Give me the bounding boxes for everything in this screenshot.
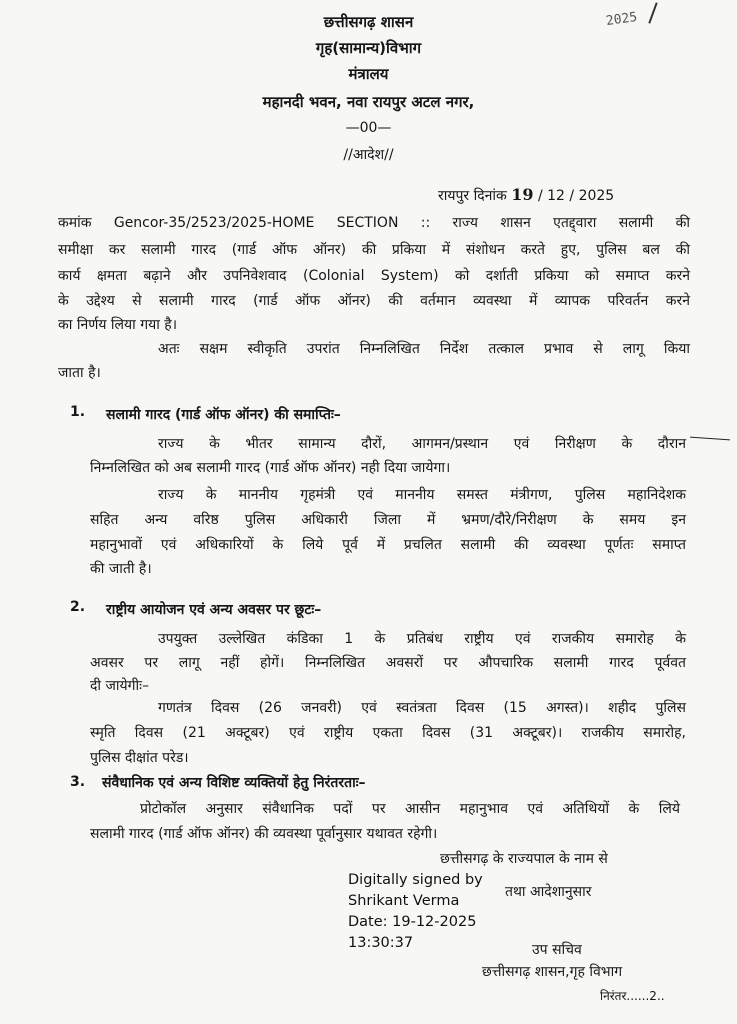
header-separator: —00— bbox=[345, 120, 392, 136]
date-line bbox=[438, 183, 614, 208]
section-2-p2-line-2: स्मृति दिवस (21 अक्टूबर) एवं राष्ट्रीय एकता दिवस (31 अक्टूबर)। राजकीय समारोह, bbox=[90, 725, 686, 741]
closing-governor-line: छत्तीसगढ़ के राज्यपाल के नाम से bbox=[440, 851, 608, 867]
closing-designation: उप सचिव bbox=[532, 942, 582, 958]
continued-marker: निरंतर......2.. bbox=[600, 989, 665, 1003]
section-1-p2-line-4: की जाती है। bbox=[90, 561, 152, 577]
intro-line-2: समीक्षा कर सलामी गारद (गार्ड ऑफ ऑनर) की प्रकिया में संशोधन करते हुए, पुलिस बल की bbox=[58, 242, 690, 258]
digital-signature-line-1: Digitally signed by bbox=[348, 872, 483, 888]
date-prefix: रायपुर दिनांक bbox=[438, 188, 507, 204]
section-1-number: 1. bbox=[70, 404, 86, 420]
section-2-p2-line-3: पुलिस दीक्षांत परेड। bbox=[90, 750, 189, 766]
digital-signature-date: Date: 19-12-2025 bbox=[348, 914, 477, 930]
header-ministry: मंत्रालय bbox=[348, 65, 389, 83]
digital-signature-name: Shrikant Verma bbox=[348, 893, 460, 909]
section-2-title: राष्ट्रीय आयोजन एवं अन्य अवसर पर छूटः– bbox=[106, 602, 322, 618]
date-rest: / 12 / 2025 bbox=[537, 188, 615, 204]
approval-line-1: अतः सक्षम स्वीकृति उपरांत निम्नलिखित निर्देश तत्काल प्रभाव से लागू किया bbox=[158, 341, 690, 357]
section-3-p1-line-1: प्रोटोकॉल अनुसार संवैधानिक पदों पर आसीन महानुभाव एवं अतिथियों के लिये bbox=[140, 801, 680, 817]
header-address: महानदी भवन, नवा रायपुर अटल नगर, bbox=[262, 93, 475, 111]
digital-signature-time: 13:30:37 bbox=[348, 935, 414, 951]
intro-line-5: का निर्णय लिया गया है। bbox=[58, 317, 178, 333]
intro-line-3: कार्य क्षमता बढ़ाने और उपनिवेशवाद (Colonial System) को दर्शाती प्रकिया को समाप्त करने bbox=[58, 268, 690, 284]
closing-order-line: तथा आदेशानुसार bbox=[505, 884, 592, 900]
section-3-number: 3. bbox=[70, 774, 86, 790]
section-2-p1-line-3: दी जायेगीः– bbox=[90, 678, 149, 694]
section-3-title: संवैधानिक एवं अन्य विशिष्ट व्यक्तियों हेतु निरंतरताः– bbox=[102, 775, 366, 791]
approval-line-2: जाता है। bbox=[58, 365, 101, 381]
pen-mark-line bbox=[690, 437, 730, 441]
date-day-handwritten: 19 bbox=[511, 185, 534, 204]
section-2-number: 2. bbox=[70, 599, 86, 615]
intro-line-4: के उद्देश्य से सलामी गारद (गार्ड ऑफ ऑनर) की वर्तमान व्यवस्था में व्यापक परिवर्तन करने bbox=[58, 293, 690, 309]
order-title: //आदेश// bbox=[343, 147, 394, 163]
section-1-p1-line-1: राज्य के भीतर सामान्य दौरों, आगमन/प्रस्थान एवं निरीक्षण के दौरान bbox=[158, 436, 686, 452]
section-1-title: सलामी गारद (गार्ड ऑफ ऑनर) की समाप्तिः– bbox=[106, 407, 341, 423]
digital-signature-block bbox=[348, 870, 483, 954]
section-2-p1-line-2: अवसर पर लागू नहीं होगें। निम्नलिखित अवसरों पर औपचारिक सलामी गारद पूर्ववत bbox=[90, 655, 686, 671]
intro-line-1: कमांक Gencor-35/2523/2025-HOME SECTION :: राज्य शासन एतद्द्वारा सलामी की bbox=[58, 215, 690, 231]
closing-department: छत्तीसगढ़ शासन,गृह विभाग bbox=[482, 964, 623, 980]
corner-stamp: 2025 bbox=[605, 9, 639, 30]
section-2-p1-line-1: उपयुक्त उल्लेखित कंडिका 1 के प्रतिबंध राष्ट्रीय एवं राजकीय समारोह के bbox=[158, 631, 686, 647]
section-3-p1-line-2: सलामी गारद (गार्ड ऑफ ऑनर) की व्यवस्था पूर्वानुसार यथावत रहेगी। bbox=[90, 826, 438, 842]
section-1-p2-line-1: राज्य के माननीय गृहमंत्री एवं माननीय समस्त मंत्रीगण, पुलिस महानिदेशक bbox=[158, 487, 686, 503]
header-department: गृह(सामान्य)विभाग bbox=[315, 39, 422, 57]
section-2-p2-line-1: गणतंत्र दिवस (26 जनवरी) एवं स्वतंत्रता दिवस (15 अगस्त)। शहीद पुलिस bbox=[158, 700, 686, 716]
header-government: छत्तीसगढ़ शासन bbox=[323, 13, 414, 31]
section-1-p2-line-2: सहित अन्य वरिष्ठ पुलिस अधिकारी जिला में भ्रमण/दौरे/निरीक्षण के समय इन bbox=[90, 512, 686, 528]
section-1-p1-line-2: निम्नलिखित को अब सलामी गारद (गार्ड ऑफ ऑनर) नही दिया जायेगा। bbox=[90, 460, 451, 476]
section-1-p2-line-3: महानुभावों एवं अधिकारियों के लिये पूर्व में प्रचलित सलामी की व्यवस्था पूर्णतः समाप्त bbox=[90, 537, 686, 553]
